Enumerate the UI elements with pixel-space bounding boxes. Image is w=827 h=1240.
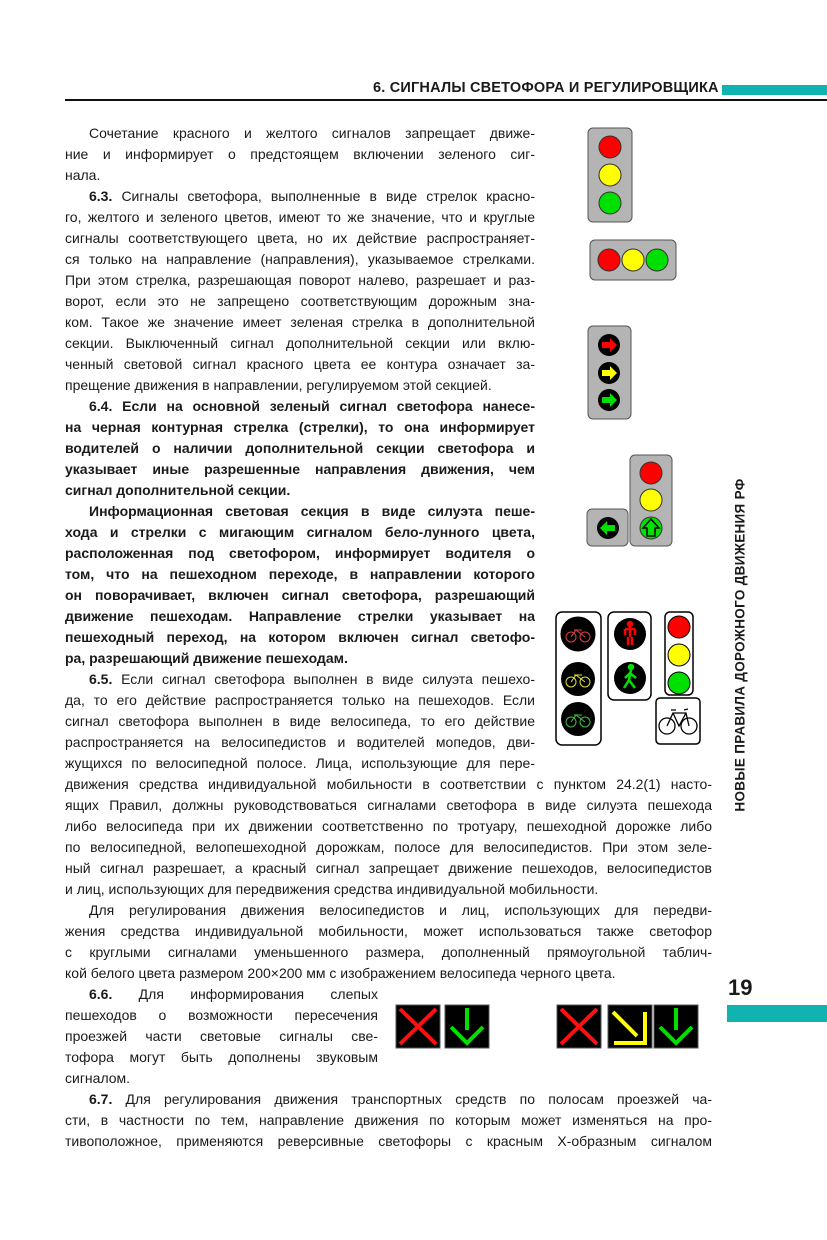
line-text: он поворачивает, включен сигнал светофора, разрешающий [65, 587, 535, 603]
line-text: сти, в частности по тем, направление движения по которым может изменяться на про- [65, 1112, 712, 1128]
section-number: 6.6. [89, 986, 113, 1002]
line-text: Информационная световая секция в виде силуэта пеше- [89, 503, 535, 519]
line-text: указывает иные разрешенные направления движения, чем [65, 461, 535, 477]
line-text: расположенная под светофором, информирует водителя о [65, 545, 535, 561]
line-text: проезжей части световые сигналы све- [65, 1028, 378, 1044]
bicycle-traffic-light [556, 612, 601, 745]
line-text: Для регулирования движения транспортных средств по полосам проезжей ча- [112, 1091, 712, 1107]
line-text: ние и информирует о предстоящем включении зеленого сиг- [65, 146, 535, 162]
line-text: пешеходов о возможности пересечения [65, 1007, 378, 1023]
line-text: распространяется на велосипедистов и водителей мопедов, дви- [65, 734, 535, 750]
line-text: секции. Выключенный сигнал дополнительной секции или вклю- [65, 335, 535, 351]
line-text: Сочетание красного и желтого сигналов запрещает движе- [89, 125, 535, 141]
line-text: Для информирования слепых [112, 986, 378, 1002]
pedestrian-traffic-light [608, 612, 651, 700]
small-traffic-light [665, 612, 693, 695]
traffic-light-horizontal [590, 240, 676, 280]
line-text: и лиц, использующих для передвижения средства индивидуальной мобильности. [65, 881, 599, 897]
line-text: пешеходный переход, на котором включен сигнал светофо- [65, 629, 535, 645]
line-text: 6.4. Если на основной зеленый сигнал светофора нанесе- [89, 398, 535, 414]
line-text: тофора могут быть дополнены звуковым [65, 1049, 378, 1065]
line-text: движения средства индивидуальной мобильности в соответствии с пунктом 24.2(1) насто- [65, 776, 712, 792]
side-book-title: НОВЫЕ ПРАВИЛА ДОРОЖНОГО ДВИЖЕНИЯ РФ [732, 478, 748, 812]
line-text: ворот, если это не запрещено соответствующим дорожным зна- [65, 293, 535, 309]
traffic-light-vertical [588, 128, 632, 222]
line-text: движение пешеходам. Направление стрелки указывает на [65, 608, 535, 624]
line-text: жения средства индивидуальной мобильности, может использоваться также светофор [65, 923, 712, 939]
line-text: сигнал дополнительной секции. [65, 482, 291, 498]
line-text: ся только на направление (направления), указываемое стрелками. [65, 251, 535, 267]
line-text: нала. [65, 167, 101, 183]
line-text: прещение движения в направлении, регулируемом этой секцией. [65, 377, 492, 393]
reversible-signals-pair [396, 1005, 489, 1048]
reversible-signals-triple [557, 1005, 698, 1048]
line-text: ящих Правил, должны руководствоваться сигналами светофора в виде силуэта пешехода [65, 797, 712, 813]
bicycle-plate [656, 698, 700, 744]
section-number: 6.7. [89, 1091, 113, 1107]
line-text: Сигналы светофора, выполненные в виде стрелок красно- [112, 188, 535, 204]
line-text: Для регулирования движения велосипедистов и лиц, использующих для передви- [89, 902, 712, 918]
line-text: го, желтого и зеленого цветов, имеют то же значение, что и круглые [65, 209, 535, 225]
traffic-light-arrows [588, 326, 631, 419]
chapter-title: 6. СИГНАЛЫ СВЕТОФОРА И РЕГУЛИРОВЩИКА [373, 80, 719, 96]
line-text: водителей о наличии дополнительной секции светофора и [65, 440, 535, 456]
line-text: либо велосипеда при их движении соответственно по тротуару, пешеходной дорожке либо [65, 818, 712, 834]
line-text: кой белого цвета размером 200×200 мм с изображением велосипеда черного цвета. [65, 965, 616, 981]
section-number: 6.3. [89, 188, 113, 204]
page-number: 19 [728, 975, 753, 1000]
line-text: сигналом. [65, 1070, 131, 1086]
line-text: по велосипедной, велопешеходной дорожкам, полосе для велосипедистов. При этом зеле- [65, 839, 712, 855]
line-text: с круглыми сигналами уменьшенного размера, дополненный прямоугольной таблич- [65, 944, 712, 960]
line-text: Если сигнал светофора выполнен в виде силуэта пешехо- [112, 671, 535, 687]
line-text: сигналы соответствующего цвета, но их действие распространяет- [65, 230, 535, 246]
line-text: жущихся по велосипедной полосе. Лица, использующие для пере- [65, 755, 535, 771]
line-text: на черная контурная стрелка (стрелки), то она информирует [65, 419, 535, 435]
line-text: При этом стрелка, разрешающая поворот налево, разрешает и раз- [65, 272, 535, 288]
traffic-light-additional-section [587, 455, 672, 546]
line-text: да, то его действие распространяется только на пешеходов. Если [65, 692, 535, 708]
line-text: тивоположное, применяются реверсивные светофоры с красным Х-образным сигналом [65, 1133, 712, 1149]
line-text: ченный световой сигнал красного цвета ее контура означает за- [65, 356, 535, 372]
line-text: сигнал светофора выполнен в виде велосипеда, то его действие [65, 713, 535, 729]
line-text: том, что на пешеходном переходе, в направлении которого [65, 566, 535, 582]
line-text: ный сигнал разрешает, а красный сигнал запрещает движение пешеходов, велосипедистов [65, 860, 712, 876]
line-text: хода и стрелки с мигающим сигналом бело-лунного цвета, [65, 524, 535, 540]
line-text: ра, разрешающий движение пешеходам. [65, 650, 348, 666]
section-number: 6.5. [89, 671, 113, 687]
line-text: ком. Такое же значение имеет зеленая стрелка в дополнительной [65, 314, 535, 330]
